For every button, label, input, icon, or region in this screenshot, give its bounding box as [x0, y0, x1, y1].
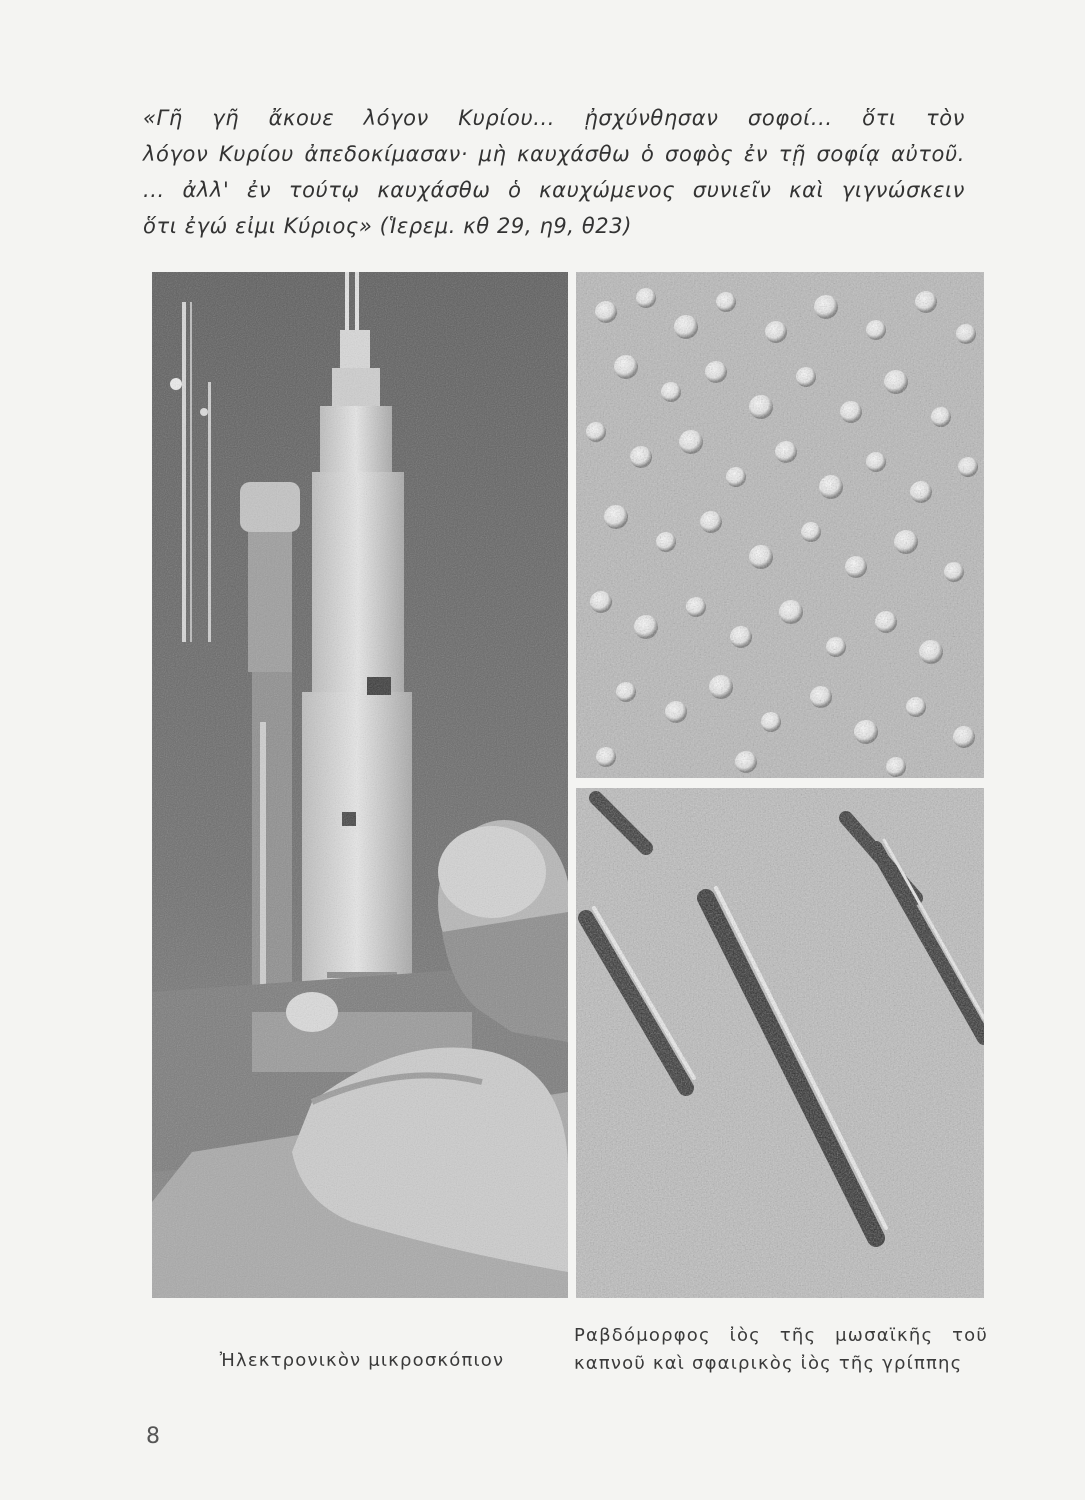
- page-number: 8: [146, 1424, 160, 1449]
- quote-line: λόγον Κυρίου ἀπεδοκίμασαν· μὴ καυχάσθω ὁ σοφὸς ἐν τῇ σοφίᾳ αὐτοῦ.: [143, 142, 965, 166]
- electron-microscope-photo: [152, 272, 568, 1298]
- quote-line: ὅτι ἐγώ εἰμι Κύριος» (Ἱερεμ. κθ 29, η9, θ23): [143, 214, 633, 238]
- quote-line: ... ἀλλ' ἐν τούτῳ καυχάσθω ὁ καυχώμενος συνιεῖν καὶ γιγνώσκειν: [143, 178, 965, 202]
- rod-virus-micrograph: [576, 788, 984, 1298]
- virus-caption: [574, 1322, 988, 1378]
- microscope-caption: Ἠλεκτρονικὸν μικροσκόπιον: [219, 1350, 505, 1371]
- spherical-virus-micrograph: [576, 272, 984, 778]
- scripture-quote: [143, 100, 965, 244]
- virus-caption-line: καπνοῦ καὶ σφαιρικὸς ἰὸς τῆς γρίππης: [574, 1353, 963, 1374]
- virus-caption-line: Ραβδόμορφος ἰὸς τῆς μωσαϊκῆς τοῦ: [574, 1325, 988, 1346]
- quote-line: «Γῆ γῆ ἄκουε λόγον Κυρίου... ᾐσχύνθησαν σοφοί... ὅτι τὸν: [143, 106, 965, 130]
